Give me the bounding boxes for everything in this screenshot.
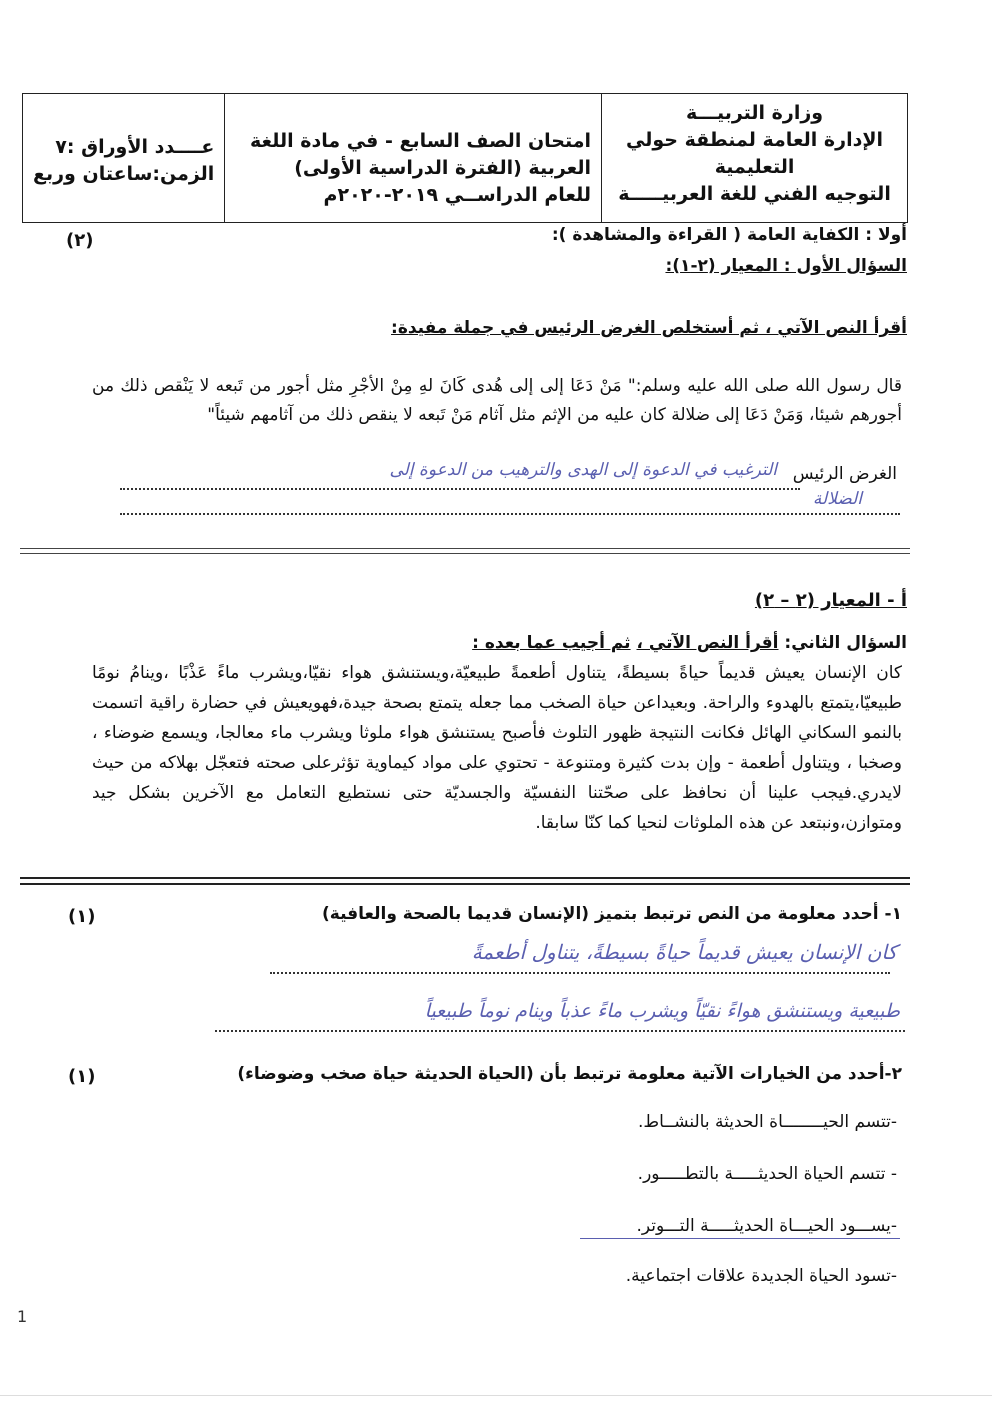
option-1[interactable]: -تتسم الحيــــــــاة الحديثة بالنشــاط. bbox=[637, 1112, 897, 1132]
criterion-2-2: أ - المعيار (٢ – ٢) bbox=[754, 590, 907, 611]
item2-question: ٢-أحدد من الخيارات الآتية معلومة ترتبط بأن (الحياة الحديثة حياة صخب وضوضاء) bbox=[237, 1064, 902, 1084]
page-bottom-edge bbox=[0, 1395, 992, 1396]
option-3-selected[interactable]: -يســـود الحيـــاة الحديثـــــة التـــوتر. bbox=[636, 1216, 897, 1236]
item1-score: (١) bbox=[68, 906, 96, 927]
divider-bottom bbox=[20, 553, 910, 554]
exam-year: للعام الدراســي ٢٠١٩-٢٠٢٠م bbox=[323, 184, 592, 206]
q2-suffix: ثم أجيب عما بعده : bbox=[472, 633, 631, 653]
item1-answer-line-1 bbox=[270, 972, 890, 974]
directorate-name: الإدارة العامة لمنطقة حولي bbox=[626, 129, 884, 151]
page-number: 1 bbox=[17, 1307, 28, 1326]
item1-answer-line-2 bbox=[215, 1030, 905, 1032]
ministry-name: وزارة التربيـــة bbox=[685, 102, 824, 124]
question1-instruction: أقرأ النص الآتي ، ثم أستخلص الغرض الرئيس في جملة مفيدة: bbox=[391, 318, 907, 338]
question2-title bbox=[87, 633, 907, 653]
hadith-text: قال رسول الله صلى الله عليه وسلم:" مَنْ دَعَا إلى إلى هُدى كَانَ لهِ مِنْ الأجْرِ مثل أجور من تَبعه لا يَنْقص ذلك من أجورهم شيئا، وَمَنْ دَعَا إلى ضلالة كان عليه من الإثم مثل آثام مَنْ تَبعه لا ينقص ذلك من آثامهم شيئاً" bbox=[92, 376, 902, 425]
reading-passage: كان الإنسان يعيش قديماً حياةً بسيطةً، يتناول أطعمةً طبيعيّة،ويستنشق هواء نقيّا،ويشرب ماءً عَذْبًا ،وينامُ نومًا طبيعيّا،يتمتع بالهدوء والراحة. وبعيداعن حياة الصخب مما جعله يتمتع بصحة جيدة،فهويعيش في حضارة راقية اتسمت بالنمو السكاني الهائل فكانت النتيجة ظهور التلوث فأصبح يستنشق هواء ملوثا ويشرب ماء معالجا، ويسمع ضوضاء ، وصخبا ، ويتناول أطعمة - وإن بدت كثيرة ومتنوعة - تحتوي على مواد كيماوية تؤثرعلى صحته فتعجّل بهلاكه من حيث لايدري.فيجب علينا أن نحافظ على صحّتنا النفسيّة والجسديّة حتى نستطيع التعامل مع الآخرين بشكل جيد ومتوازن،ونبتعد عن هذه الملوثات لنحيا كما كنّا سابقا. bbox=[92, 663, 902, 833]
q2-mid: أقرأ النص الآتي ، bbox=[636, 633, 779, 653]
item1-answer-2: طبيعية ويستنشق هواءً نقيّاً ويشرب ماءً عذباً وينام نوماً طبيعياً bbox=[424, 1000, 900, 1022]
divider-top bbox=[20, 548, 910, 549]
section1-score: (٢) bbox=[66, 230, 94, 251]
exam-title-1: امتحان الصف السابع - في مادة اللغة bbox=[249, 130, 592, 152]
option-4[interactable]: -تسود الحياة الجديدة علاقات اجتماعية. bbox=[625, 1266, 897, 1286]
section1-title: أولا : الكفاية العامة ( القراءة والمشاهدة ): bbox=[551, 225, 907, 245]
option-2[interactable]: - تتسم الحياة الحديثـــــة بالتطـــــور. bbox=[637, 1164, 897, 1184]
page-count: عــــدد الأوراق :٧ bbox=[55, 136, 215, 158]
directorate-name-2: التعليمية bbox=[714, 156, 795, 178]
purpose-label: الغرض الرئيس bbox=[792, 464, 897, 484]
header-exam-cell bbox=[224, 94, 601, 222]
exam-duration: الزمن:ساعتان وربع bbox=[33, 163, 215, 185]
selected-answer-underline bbox=[580, 1238, 900, 1239]
item2-score: (١) bbox=[68, 1066, 96, 1087]
header-info-cell bbox=[23, 94, 224, 222]
answer-line-2 bbox=[120, 513, 900, 515]
equals-separator bbox=[20, 872, 910, 890]
q2-prefix: السؤال الثاني: bbox=[784, 633, 907, 653]
header-table bbox=[22, 93, 908, 223]
item1-answer-1: كان الإنسان يعيش قديماً حياةً بسيطةً، يتناول أطعمةً bbox=[471, 940, 897, 964]
purpose-answer-1: الترغيب في الدعوة إلى الهدى والترهيب من الدعوة إلى bbox=[389, 460, 777, 480]
header-ministry-cell bbox=[601, 94, 907, 222]
item1-question: ١- أحدد معلومة من النص ترتبط بتميز (الإنسان قديما بالصحة والعافية) bbox=[321, 904, 902, 924]
purpose-answer-2: الضلالة bbox=[812, 489, 862, 509]
question1-title: السؤال الأول : المعيار (٢-١): bbox=[665, 256, 907, 276]
exam-title-2: العربية (الفترة الدراسية الأولى) bbox=[294, 157, 592, 179]
supervision-name: التوجيه الفني للغة العربيـــــة bbox=[618, 183, 891, 205]
